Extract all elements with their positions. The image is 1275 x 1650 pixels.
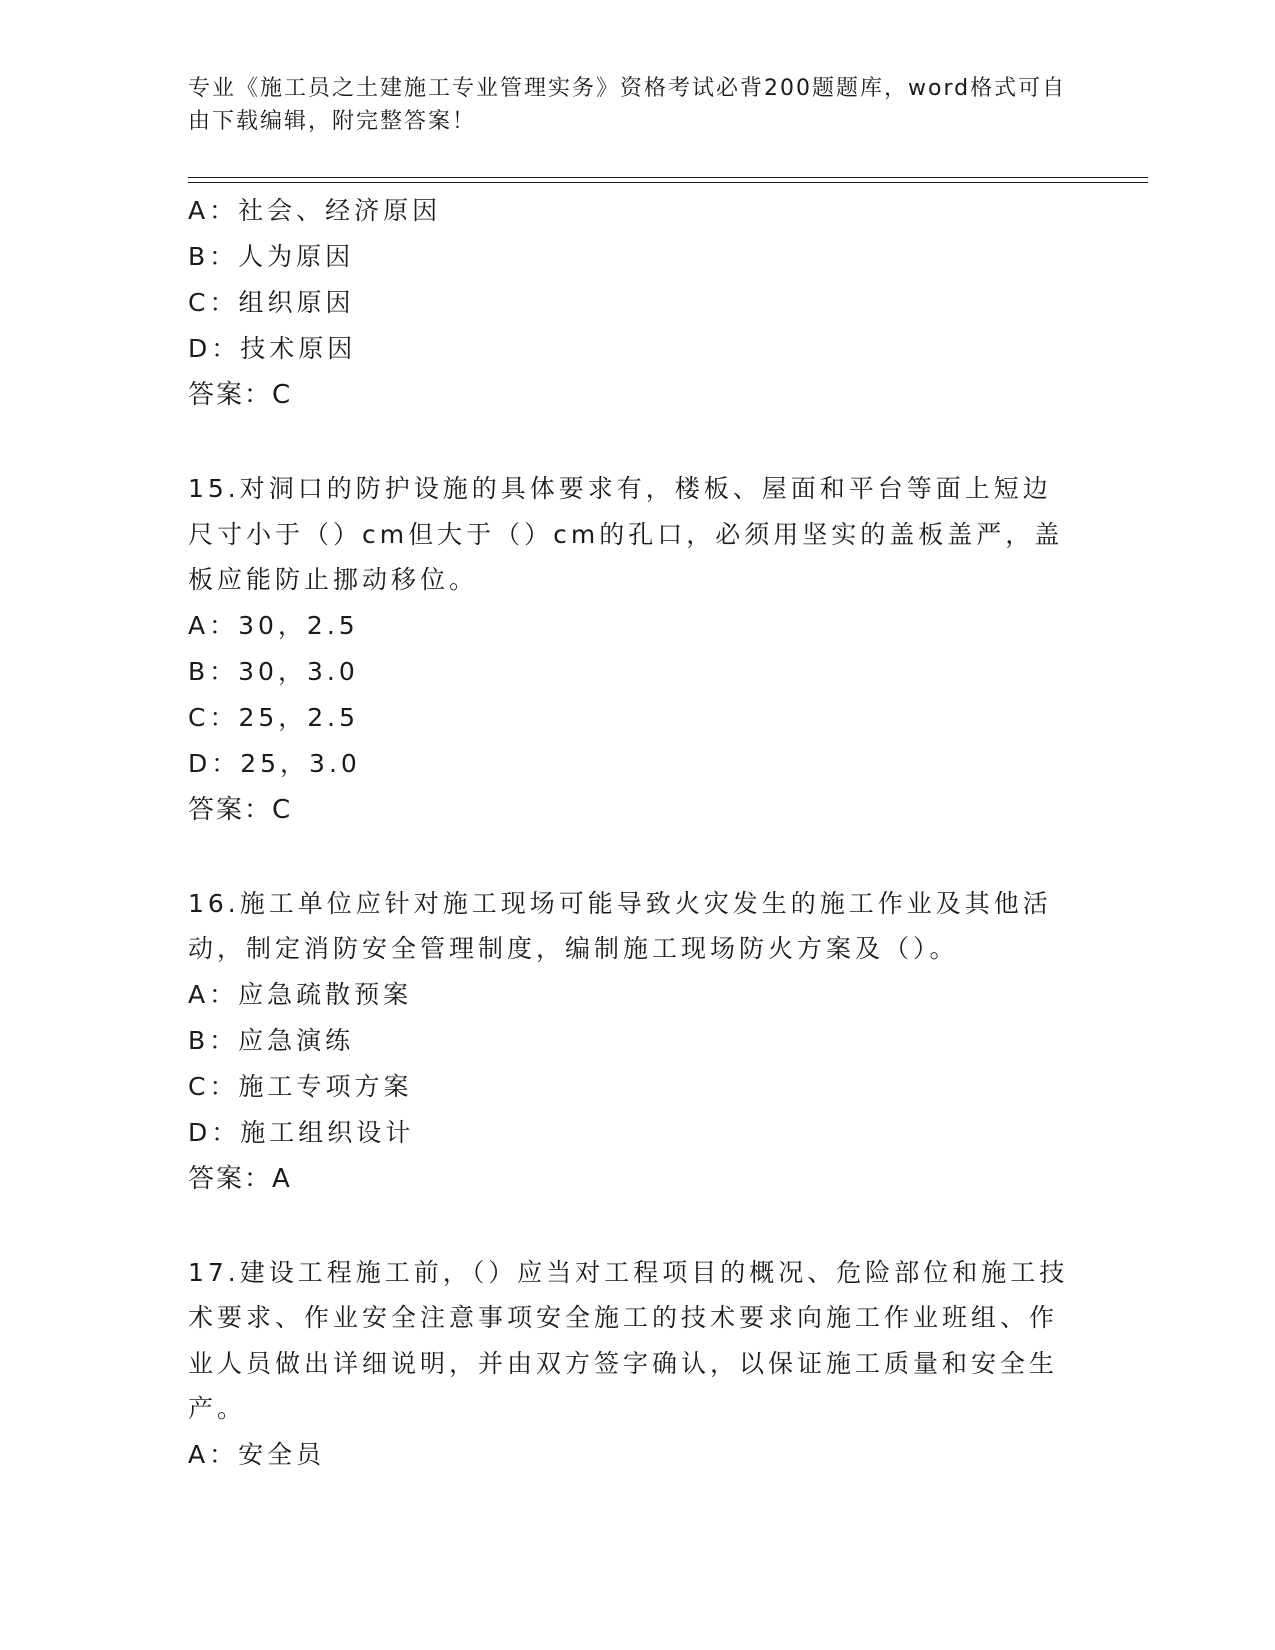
header-divider-double — [188, 182, 1148, 183]
question-list — [188, 188, 1078, 1478]
answer: 答案：C — [188, 380, 293, 410]
question-14 — [188, 188, 1078, 418]
question-15 — [188, 466, 1078, 833]
option-d: D：施工组织设计 — [188, 1117, 415, 1147]
option-a: A：30，2.5 — [188, 610, 359, 640]
page-header: 专业《施工员之土建施工专业管理实务》资格考试必背200题题库，word格式可自由下载编辑，附完整答案！ — [188, 76, 1067, 134]
question-text: 16.施工单位应针对施工现场可能导致火灾发生的施工作业及其他活动，制定消防安全管理制度，编制施工现场防火方案及（）。 — [188, 888, 1052, 963]
question-text: 17.建设工程施工前，（）应当对工程项目的概况、危险部位和施工技术要求、作业安全注意事项安全施工的技术要求向施工作业班组、作业人员做出详细说明，并由双方签字确认，以保证施工质量和安全生产。 — [188, 1257, 1069, 1423]
option-d: D：25，3.0 — [188, 748, 361, 778]
question-16 — [188, 881, 1078, 1202]
option-d: D：技术原因 — [188, 334, 357, 363]
option-c: C：施工专项方案 — [188, 1071, 413, 1101]
question-text: 15.对洞口的防护设施的具体要求有，楼板、屋面和平台等面上短边尺寸小于（）cm但大于（）cm的孔口，必须用坚实的盖板盖严，盖板应能防止挪动移位。 — [188, 474, 1064, 594]
option-c: C：25，2.5 — [188, 702, 360, 732]
option-a: A：社会、经济原因 — [188, 196, 442, 225]
question-17 — [188, 1250, 1078, 1478]
option-b: B：人为原因 — [188, 242, 355, 271]
answer: 答案：C — [188, 794, 293, 825]
answer: 答案：A — [188, 1163, 292, 1194]
option-b: B：30，3.0 — [188, 656, 359, 686]
option-c: C：组织原因 — [188, 288, 355, 317]
option-a: A：安全员 — [188, 1439, 326, 1469]
option-b: B：应急演练 — [188, 1025, 355, 1055]
option-a: A：应急疏散预案 — [188, 979, 413, 1009]
header-divider — [188, 177, 1148, 178]
